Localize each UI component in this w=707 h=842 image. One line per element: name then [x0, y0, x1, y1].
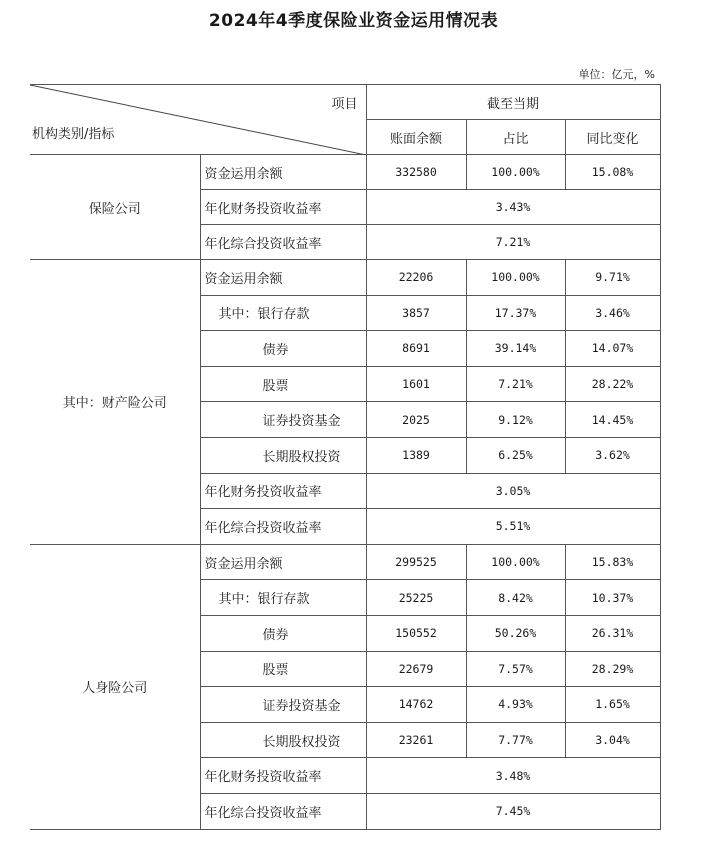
- share-cell: 100.00%: [466, 155, 565, 190]
- yoy-cell: 3.62%: [565, 437, 660, 473]
- item-label-cell: 其中：银行存款: [200, 580, 366, 616]
- yield-value-cell: 3.48%: [366, 758, 660, 794]
- org-category-cell: [30, 260, 200, 545]
- share-cell: 9.12%: [466, 402, 565, 438]
- unit-note: 单位：亿元，%: [578, 68, 655, 81]
- item-label-cell: 证券投资基金: [200, 687, 366, 723]
- yoy-cell: 3.46%: [565, 295, 660, 331]
- balance-cell: 1389: [366, 437, 466, 473]
- balance-cell: 299525: [366, 544, 466, 580]
- org-category-label: 保险公司: [88, 201, 141, 217]
- share-cell: 4.93%: [466, 687, 565, 723]
- item-label-cell: 年化财务投资收益率: [200, 758, 366, 794]
- balance-cell: 150552: [366, 615, 466, 651]
- item-label-cell: 证券投资基金: [200, 402, 366, 438]
- item-label-cell: 股票: [200, 651, 366, 687]
- item-label-cell: 资金运用余额: [200, 260, 366, 296]
- share-cell: 100.00%: [466, 260, 565, 296]
- table-row: [30, 155, 660, 190]
- yoy-cell: 14.45%: [565, 402, 660, 438]
- item-label-cell: 资金运用余额: [200, 155, 366, 190]
- period-header: 截至当期: [366, 85, 660, 120]
- balance-cell: 1601: [366, 366, 466, 402]
- share-cell: 100.00%: [466, 544, 565, 580]
- item-label-cell: 资金运用余额: [200, 544, 366, 580]
- balance-cell: 3857: [366, 295, 466, 331]
- item-label-cell: 债券: [200, 615, 366, 651]
- yield-value-cell: 7.45%: [366, 793, 660, 829]
- table-row: [30, 260, 660, 296]
- share-cell: 50.26%: [466, 615, 565, 651]
- share-cell: 17.37%: [466, 295, 565, 331]
- item-label-cell: 股票: [200, 366, 366, 402]
- yoy-cell: 15.08%: [565, 155, 660, 190]
- yield-value-cell: 5.51%: [366, 509, 660, 545]
- org-category-label: 人身险公司: [82, 681, 148, 697]
- balance-cell: 22679: [366, 651, 466, 687]
- yoy-cell: 28.29%: [565, 651, 660, 687]
- yoy-cell: 3.04%: [565, 722, 660, 758]
- yoy-cell: 9.71%: [565, 260, 660, 296]
- balance-cell: 23261: [366, 722, 466, 758]
- diagonal-line: [30, 85, 366, 155]
- item-label-cell: 年化综合投资收益率: [200, 793, 366, 829]
- share-cell: 6.25%: [466, 437, 565, 473]
- item-label-cell: 年化财务投资收益率: [200, 473, 366, 509]
- yield-value-cell: 3.43%: [366, 190, 660, 225]
- balance-cell: 8691: [366, 331, 466, 367]
- item-label-cell: 年化综合投资收益率: [200, 509, 366, 545]
- diagonal-header-cell: [30, 85, 366, 155]
- org-category-label: 其中：财产险公司: [62, 396, 167, 412]
- item-label-cell: 长期股权投资: [200, 722, 366, 758]
- yoy-cell: 1.65%: [565, 687, 660, 723]
- balance-cell: 14762: [366, 687, 466, 723]
- table-title: 2024年4季度保险业资金运用情况表: [208, 11, 499, 31]
- table-body: [30, 155, 660, 830]
- share-cell: 7.57%: [466, 651, 565, 687]
- org-category-cell: [30, 544, 200, 829]
- org-category-cell: [30, 155, 200, 260]
- balance-cell: 25225: [366, 580, 466, 616]
- item-label-cell: 年化财务投资收益率: [200, 190, 366, 225]
- yield-value-cell: 7.21%: [366, 225, 660, 260]
- table-row: [30, 544, 660, 580]
- item-label-cell: 债券: [200, 331, 366, 367]
- share-cell: 8.42%: [466, 580, 565, 616]
- yoy-cell: 28.22%: [565, 366, 660, 402]
- balance-cell: 332580: [366, 155, 466, 190]
- yoy-header: 同比变化: [565, 120, 660, 155]
- share-cell: 7.21%: [466, 366, 565, 402]
- yoy-cell: 15.83%: [565, 544, 660, 580]
- yoy-cell: 26.31%: [565, 615, 660, 651]
- balance-header: 账面余额: [366, 120, 466, 155]
- share-header: 占比: [466, 120, 565, 155]
- item-label-cell: 长期股权投资: [200, 437, 366, 473]
- item-label-cell: 其中：银行存款: [200, 295, 366, 331]
- balance-cell: 22206: [366, 260, 466, 296]
- share-cell: 39.14%: [466, 331, 565, 367]
- balance-cell: 2025: [366, 402, 466, 438]
- yoy-cell: 10.37%: [565, 580, 660, 616]
- yield-value-cell: 3.05%: [366, 473, 660, 509]
- item-label-cell: 年化综合投资收益率: [200, 225, 366, 260]
- item-header: 项目: [331, 97, 358, 112]
- org-header: 机构类别/指标: [32, 127, 115, 142]
- share-cell: 7.77%: [466, 722, 565, 758]
- fund-usage-table: [30, 84, 661, 830]
- yoy-cell: 14.07%: [565, 331, 660, 367]
